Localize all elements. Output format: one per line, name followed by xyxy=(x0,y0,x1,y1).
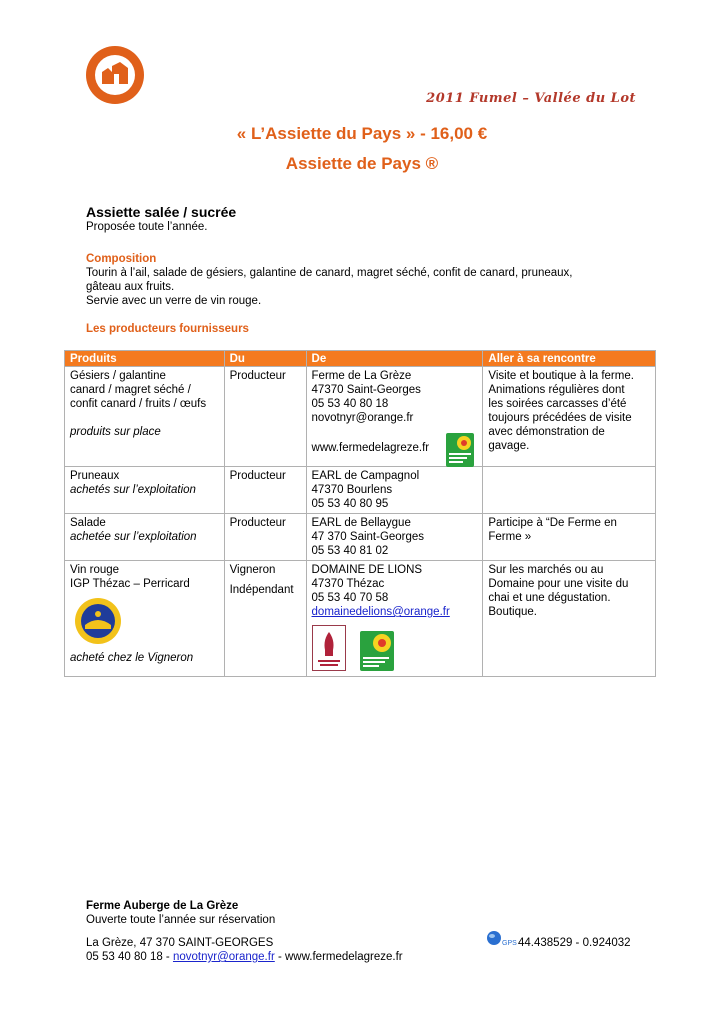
bienvenue-ferme-badge-icon xyxy=(360,631,394,671)
bienvenue-ferme-badge-icon xyxy=(446,433,474,467)
visit-line: avec démonstration de xyxy=(488,426,605,438)
visit-cell xyxy=(483,561,656,677)
de-line: 47370 Bourlens xyxy=(311,484,393,496)
website-text: www.fermedelagreze.fr xyxy=(311,442,430,454)
de-cell xyxy=(306,514,483,561)
visit-cell xyxy=(483,467,656,514)
du-line: Vigneron xyxy=(229,564,276,576)
product-line: Pruneaux xyxy=(70,470,120,482)
email-text: novotnyr@orange.fr xyxy=(311,412,414,424)
footer-email-link[interactable]: novotnyr@orange.fr xyxy=(172,951,275,963)
composition-line: gâteau aux fruits. xyxy=(86,281,175,293)
table-row xyxy=(65,467,656,514)
product-note: produits sur place xyxy=(70,426,161,438)
column-header: Produits xyxy=(65,351,225,367)
de-line: 47370 Saint-Georges xyxy=(311,384,421,396)
producers-heading: Les producteurs fournisseurs xyxy=(86,323,249,335)
dish-name: Assiette salée / sucrée xyxy=(86,204,237,220)
product-line: Vin rouge xyxy=(70,564,120,576)
du-cell: Producteur xyxy=(224,514,306,561)
domaine-email-link[interactable]: domainedelions@orange.fr xyxy=(311,606,450,618)
visit-line: toujours précédées de visite xyxy=(488,412,632,424)
product-cell xyxy=(65,467,225,514)
de-line: 47 370 Saint-Georges xyxy=(311,531,425,543)
visit-line: Animations régulières dont xyxy=(488,384,625,396)
gps-globe-icon xyxy=(486,930,502,946)
gps-label: GPS xyxy=(502,940,517,947)
product-line: canard / magret séché / xyxy=(70,384,191,396)
vigneron-independant-badge-icon xyxy=(312,625,346,671)
column-header: Du xyxy=(224,351,306,367)
de-line: Ferme de La Grèze xyxy=(311,370,412,382)
dish-availability: Proposée toute l’année. xyxy=(86,221,208,233)
de-line: 05 53 40 70 58 xyxy=(311,592,389,604)
igp-label-icon xyxy=(74,597,122,645)
table-row xyxy=(65,367,656,467)
product-line: Gésiers / galantine xyxy=(70,370,166,382)
product-line: IGP Thézac – Perricard xyxy=(70,578,190,590)
visit-line: les soirées carcasses d’été xyxy=(488,398,627,410)
product-note: achetée sur l’exploitation xyxy=(70,531,197,543)
column-header: De xyxy=(306,351,483,367)
de-line: DOMAINE DE LIONS xyxy=(311,564,423,576)
product-line: confit canard / fruits / œufs xyxy=(70,398,207,410)
assiette-de-pays-logo xyxy=(84,44,146,106)
de-cell xyxy=(306,367,483,467)
edition-label: 2011 Fumel – Vallée du Lot xyxy=(426,91,636,106)
visit-line: Visite et boutique à la ferme. xyxy=(488,370,634,382)
visit-line: Domaine pour une visite du xyxy=(488,578,629,590)
product-note: acheté chez le Vigneron xyxy=(70,652,194,664)
visit-line: Sur les marchés ou au xyxy=(488,564,604,576)
visit-cell xyxy=(483,514,656,561)
de-line: 05 53 40 80 95 xyxy=(311,498,389,510)
composition-line: Servie avec un verre de vin rouge. xyxy=(86,295,262,307)
visit-line: gavage. xyxy=(488,440,530,452)
de-line: 05 53 40 80 18 xyxy=(311,398,389,410)
gps-coordinates: 44.438529 - 0.924032 xyxy=(518,937,631,949)
table-header-row xyxy=(65,351,656,367)
page-subtitle: Assiette de Pays ® xyxy=(285,154,439,173)
product-cell xyxy=(65,514,225,561)
footer-contact xyxy=(86,951,403,963)
column-header: Aller à sa rencontre xyxy=(483,351,656,367)
visit-cell xyxy=(483,367,656,467)
de-line: 05 53 40 81 02 xyxy=(311,545,389,557)
footer-name: Ferme Auberge de La Grèze xyxy=(86,900,239,912)
visit-line: Ferme » xyxy=(488,531,532,543)
footer-phone: 05 53 40 80 18 - xyxy=(86,951,173,963)
composition-text xyxy=(86,266,646,308)
suppliers-table xyxy=(64,350,656,677)
page-title: « L’Assiette du Pays » - 16,00 € xyxy=(236,124,488,143)
composition-line: Tourin à l’ail, salade de gésiers, galantine de canard, magret séché, confit de canard, pruneaux, xyxy=(86,267,573,279)
table-row xyxy=(65,514,656,561)
de-line: 47370 Thézac xyxy=(311,578,385,590)
visit-line: Boutique. xyxy=(488,606,537,618)
du-cell: Producteur xyxy=(224,367,306,467)
product-note: achetés sur l’exploitation xyxy=(70,484,196,496)
composition-heading: Composition xyxy=(86,253,157,265)
du-line: Indépendant xyxy=(229,584,294,596)
product-cell xyxy=(65,561,225,677)
de-line: EARL de Bellaygue xyxy=(311,517,411,529)
visit-line: Participe à “De Ferme en xyxy=(488,517,617,529)
footer-web: - www.fermedelagreze.fr xyxy=(274,951,403,963)
visit-line: chai et une dégustation. xyxy=(488,592,611,604)
table-row xyxy=(65,561,656,677)
product-line: Salade xyxy=(70,517,106,529)
de-cell xyxy=(306,467,483,514)
du-cell: Producteur xyxy=(224,467,306,514)
du-cell xyxy=(224,561,306,677)
footer-address: La Grèze, 47 370 SAINT-GEORGES xyxy=(86,937,274,949)
product-cell xyxy=(65,367,225,467)
footer-hours: Ouverte toute l’année sur réservation xyxy=(86,914,276,926)
de-line: EARL de Campagnol xyxy=(311,470,420,482)
de-cell xyxy=(306,561,483,677)
